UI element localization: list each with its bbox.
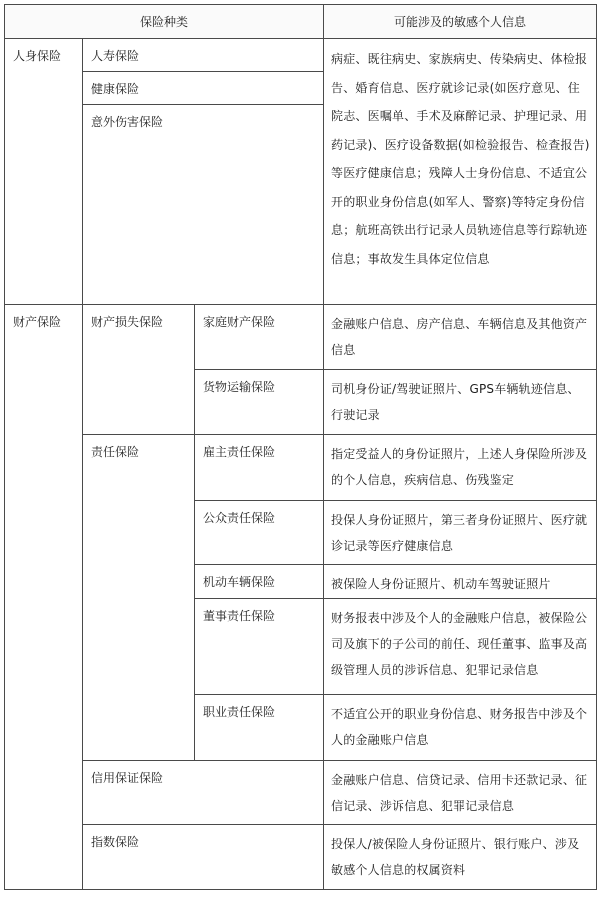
item-cell: 公众责任保险 [195,501,324,565]
table-row [5,761,597,825]
item-cell: 职业责任保险 [195,695,324,761]
item-cell: 雇主责任保险 [195,435,324,501]
table-header-row [5,5,597,39]
table-row [5,825,597,890]
info-cell: 金融账户信息、信贷记录、信用卡还款记录、征信记录、涉诉信息、犯罪记录信息 [324,761,597,825]
info-cell: 财务报表中涉及个人的金融账户信息，被保险公司及旗下的子公司的前任、现任董事、监事及高级管理人员的涉诉信息、犯罪记录信息 [324,599,597,695]
header-category: 保险种类 [5,5,324,39]
subcategory-cell: 健康保险 [83,72,324,105]
subcategory-cell: 人寿保险 [83,39,324,72]
info-cell: 不适宜公开的职业身份信息、财务报告中涉及个人的金融账户信息 [324,695,597,761]
subcategory-cell: 责任保险 [83,435,195,761]
subcategory-cell: 意外伤害保险 [83,105,324,305]
item-cell: 机动车辆保险 [195,565,324,599]
info-cell: 被保险人身份证照片、机动车驾驶证照片 [324,565,597,599]
category-property: 财产保险 [5,305,83,890]
info-cell: 金融账户信息、房产信息、车辆信息及其他资产信息 [324,305,597,370]
category-life: 人身保险 [5,39,83,305]
info-cell: 指定受益人的身份证照片，上述人身保险所涉及的个人信息，疾病信息、伤残鉴定 [324,435,597,501]
subcategory-cell: 信用保证保险 [83,761,324,825]
info-cell: 投保人身份证照片，第三者身份证照片、医疗就诊记录等医疗健康信息 [324,501,597,565]
info-cell: 投保人/被保险人身份证照片、银行账户、涉及敏感个人信息的权属资料 [324,825,597,890]
info-cell: 司机身份证/驾驶证照片、GPS车辆轨迹信息、行驶记录 [324,370,597,435]
item-cell: 家庭财产保险 [195,305,324,370]
header-info: 可能涉及的敏感个人信息 [324,5,597,39]
item-cell: 董事责任保险 [195,599,324,695]
item-cell: 货物运输保险 [195,370,324,435]
table-row [5,39,597,72]
subcategory-cell: 财产损失保险 [83,305,195,435]
info-cell: 病症、既往病史、家族病史、传染病史、体检报告、婚育信息、医疗就诊记录(如医疗意见、住院志、医嘱单、手术及麻醉记录、护理记录、用药记录)、医疗设备数据(如检验报告、检查报告)等医疗健康信息；残障人士身份信息、不适宜公开的职业身份信息(如军人、警察)等特定身份信息；航班高铁出行记录人员轨迹信息等行踪轨迹信息；事故发生具体定位信息 [324,39,597,305]
insurance-sensitive-info-table [4,4,597,890]
subcategory-cell: 指数保险 [83,825,324,890]
table-row [5,305,597,370]
table-row [5,435,597,501]
